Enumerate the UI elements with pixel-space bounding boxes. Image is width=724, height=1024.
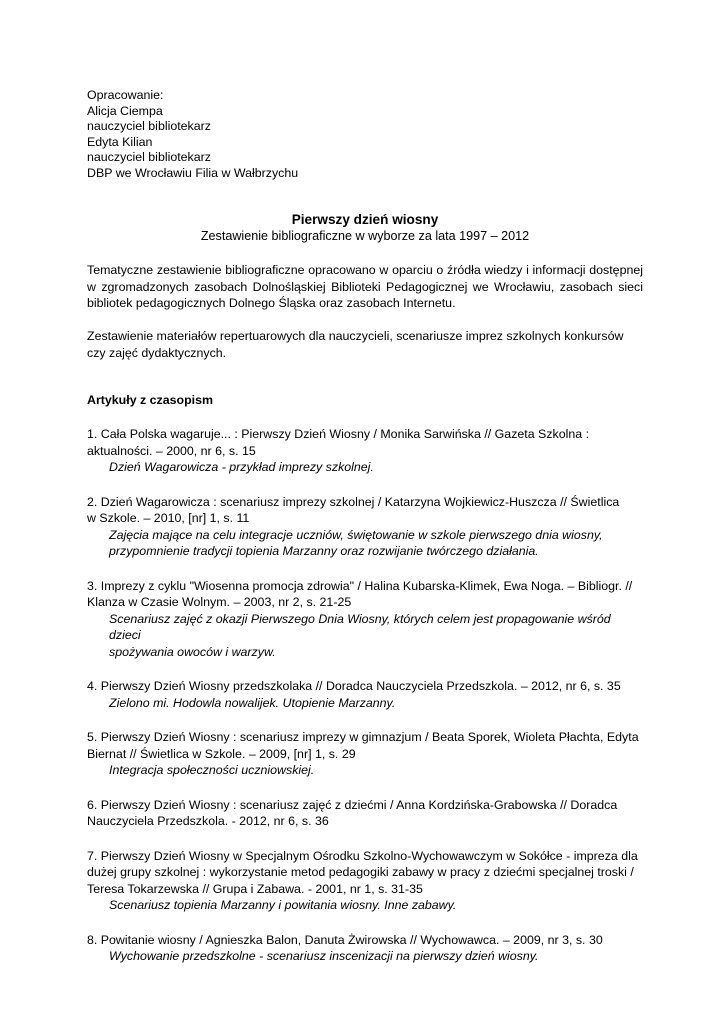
bibliography-entry: [87, 848, 643, 914]
entry-annotation: [87, 948, 643, 965]
bibliography-entry: [87, 932, 643, 965]
annotation-line: Wychowanie przedszkolne - scenariusz inscenizacji na pierwszy dzień wiosny.: [109, 949, 539, 963]
citation-line: 6. Pierwszy Dzień Wiosny : scenariusz zajęć z dziećmi / Anna Kordzińska-Grabowska // Doradca: [87, 797, 618, 812]
citation-line: 3. Imprezy z cyklu "Wiosenna promocja zdrowia" / Halina Kubarska-Klimek, Ewa Noga. – Bibliogr. //: [87, 578, 633, 593]
credits-block: [87, 88, 643, 181]
entry-citation: [87, 848, 643, 898]
citation-line: aktualności. – 2000, nr 6, s. 15: [87, 443, 256, 458]
credits-line: Opracowanie:: [87, 88, 164, 102]
annotation-line: Zielono mi. Hodowla nowalijek. Utopienie Marzanny.: [109, 695, 396, 710]
annotation-line: Integracja społeczności uczniowskiej.: [109, 763, 315, 777]
document-page: [87, 88, 643, 983]
annotation-line: przypomnienie tradycji topienia Marzanny oraz rozwijanie twórczego działania.: [109, 544, 539, 558]
citation-line: Teresa Tokarzewska // Grupa i Zabawa. - 2001, nr 1, s. 31-35: [87, 881, 423, 896]
citation-line: Nauczyciela Przedszkola. - 2012, nr 6, s. 36: [87, 814, 329, 828]
citation-line: 4. Pierwszy Dzień Wiosny przedszkolaka // Doradca Nauczyciela Przedszkola. – 2012, nr 6, s. 35: [87, 679, 621, 693]
annotation-line: Scenariusz topienia Marzanny i powitania wiosny. Inne zabawy.: [109, 898, 457, 912]
bibliography-entry: [87, 426, 643, 476]
annotation-line: Dzień Wagarowicza - przykład imprezy szkolnej.: [109, 460, 374, 474]
entry-citation: [87, 678, 643, 695]
document-subtitle: Zestawienie bibliograficzne w wyborze za lata 1997 – 2012: [200, 229, 530, 243]
credits-line: nauczyciel bibliotekarz: [87, 119, 211, 133]
entry-annotation: [87, 695, 643, 712]
credits-line: DBP we Wrocławiu Filia w Wałbrzychu: [87, 165, 299, 180]
bibliography-entry: [87, 494, 643, 560]
entry-citation: [87, 494, 643, 527]
intro-paragraph: Tematyczne zestawienie bibliograficzne opracowano w oparciu o źródła wiedzy i informacji dostępnej w zgromadzonych zasobach Dolnośląskiej Biblioteki Pedagogicznej we Wrocławiu, zasobach sieci bibliotek pedagogicznych Dolnego Śląska oraz zasobach Internetu.: [87, 263, 643, 310]
entry-citation: [87, 797, 643, 830]
bibliography-entry: [87, 729, 643, 779]
credits-line: Alicja Ciempa: [87, 103, 163, 118]
citation-line: 2. Dzień Wagarowicza : scenariusz imprezy szkolnej / Katarzyna Wojkiewicz-Huszcza // Świetlica: [87, 494, 620, 509]
credits-line: Edyta Kilian: [87, 134, 153, 149]
entry-citation: [87, 578, 643, 611]
entry-annotation: [87, 762, 643, 779]
citation-line: 1. Cała Polska wagaruje... : Pierwszy Dzień Wiosny / Monika Sarwińska // Gazeta Szkolna :: [87, 427, 590, 441]
entry-annotation: [87, 527, 643, 560]
entry-annotation: [87, 897, 643, 914]
bibliography-entry: [87, 678, 643, 711]
entry-annotation: [87, 611, 643, 661]
credits-line: nauczyciel bibliotekarz: [87, 150, 211, 164]
annotation-line: spożywania owoców i warzyw.: [109, 644, 276, 659]
entry-annotation: [87, 459, 643, 476]
section-heading: Artykuły z czasopism: [87, 392, 214, 407]
citation-line: w Szkole. – 2010, [nr] 1, s. 11: [87, 511, 250, 525]
entry-citation: [87, 426, 643, 459]
citation-line: dużej grupy szkolnej : wykorzystanie metod pedagogiki zabawy w pracy z dziećmi specjalnej troski /: [87, 865, 634, 879]
annotation-line: Zajęcia mające na celu integracje uczniów, świętowanie w szkole pierwszego dnia wiosny,: [109, 527, 603, 542]
citation-line: 8. Powitanie wiosny / Agnieszka Balon, Danuta Żwirowska // Wychowawca. – 2009, nr 3, s. 30: [87, 932, 603, 947]
bibliography-entry: [87, 578, 643, 661]
annotation-line: Scenariusz zajęć z okazji Pierwszego Dnia Wiosny, których celem jest propagowanie wśród dzieci: [109, 611, 611, 642]
bibliography-entry: [87, 797, 643, 830]
entry-citation: [87, 729, 643, 762]
citation-line: 7. Pierwszy Dzień Wiosny w Specjalnym Ośrodku Szkolno-Wychowawczym w Sokółce - impreza dla: [87, 848, 638, 863]
citation-line: Biernat // Świetlica w Szkole. – 2009, [nr] 1, s. 29: [87, 746, 356, 761]
citation-line: 5. Pierwszy Dzień Wiosny : scenariusz imprezy w gimnazjum / Beata Sporek, Wioleta Płachta, Edyta: [87, 730, 639, 744]
scope-paragraph: Zestawienie materiałów repertuarowych dla nauczycieli, scenariusze imprez szkolnych konkursów czy zajęć dydaktycznych.: [87, 328, 624, 360]
title-block: [87, 211, 643, 244]
citation-line: Klanza w Czasie Wolnym. – 2003, nr 2, s. 21-25: [87, 595, 352, 609]
document-title: Pierwszy dzień wiosny: [291, 212, 439, 227]
entry-citation: [87, 932, 643, 949]
bibliography-list: [87, 426, 643, 965]
